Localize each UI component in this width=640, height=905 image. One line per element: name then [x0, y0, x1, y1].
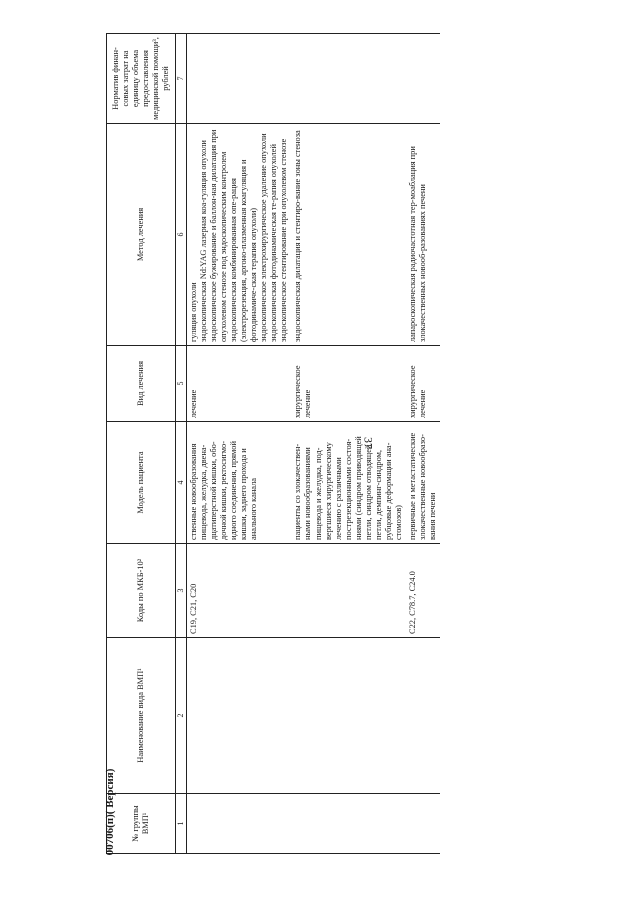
treatment-method-cell: [186, 124, 291, 346]
column-number: 1: [176, 794, 187, 854]
cost-cell: [291, 34, 406, 124]
treatment-method-cell: [406, 124, 440, 346]
column-number: 2: [176, 638, 187, 794]
method-item: эндоскопическое стентирование при опухолевом стенозе: [279, 138, 289, 342]
treatment-type-cell: лечение: [186, 346, 291, 422]
method-item: эндоскопическая комбинированная опе-рация (электрорезекция, аргоно-плазменная коагуляция и фотодинамиче-ская терапия опухоли): [228, 159, 259, 342]
vmp-name-cell: [291, 638, 406, 794]
treatment-type-cell: хирургическое лечение: [406, 346, 440, 422]
method-item: эндоскопическая дилатация и стентиро-вание зоны стеноза: [293, 130, 303, 342]
patient-model-cell: пациенты со злокачествен-ными новообразованиями пищевода и желудка, под-вергшиеся хирургическому лечению с различными пострезекционными состоя-ниями (синдром приводящей петли, синдром отводящей петли, демпинг-синдром, рубцовые деформации ана-стомозов): [291, 422, 406, 544]
treatment-method-cell: [291, 124, 406, 346]
group-cell: [406, 794, 440, 854]
group-cell: [186, 794, 291, 854]
header-patient-model: Модель пациента: [107, 422, 176, 544]
vmp-name-cell: [186, 638, 291, 794]
header-icd-codes: Коды по МКБ-10²: [107, 544, 176, 638]
header-cost-standard: Норматив финан-совых затрат на единицу объема предоставления медицинской помощи³, рублей: [107, 34, 176, 124]
table-header-row: [107, 34, 176, 854]
page-number: 37: [361, 437, 376, 449]
column-number: 3: [176, 544, 187, 638]
header-group-number: № группы ВМП¹: [107, 794, 176, 854]
vmp-table: [106, 33, 440, 854]
header-vmp-name: Наименование вида ВМП¹: [107, 638, 176, 794]
rotated-page-content: [106, 34, 632, 854]
table-row: [186, 34, 291, 854]
method-item: эндоскопическое электрохирургическое удаление опухоли: [259, 133, 269, 342]
column-number: 5: [176, 346, 187, 422]
patient-model-cell: ственные новообразования пищевода, желудка, двена-дцатиперстной кишки, обо-дочной кишки, ректосигмо-идного соединения, прямой кишки, заднего прохода и анального канала: [186, 422, 291, 544]
method-item: эндоскопическая фотодинамическая те-рапия опухолей: [269, 144, 279, 342]
column-number: 4: [176, 422, 187, 544]
treatment-type-cell: хирургическое лечение: [291, 346, 406, 422]
patient-model-cell: первичные и метастатические злокачественные новообразо-вания печени: [406, 422, 440, 544]
method-item: лапароскопическая радиочастотная тер-моаблация при злокачественных новооб-разованиях печени: [408, 146, 428, 342]
column-number-row: [176, 34, 187, 854]
table-row: [291, 34, 406, 854]
method-item: эндоскопическое бужирование и баллон-ная дилатация при опухолевом стенозе под эндоскопическим контролем: [208, 129, 228, 342]
footer-document-code: 00706(п)( Версия): [104, 768, 116, 856]
method-item: гуляция опухоли: [188, 282, 198, 342]
table-row: [406, 34, 440, 854]
header-treatment-method: Метод лечения: [107, 124, 176, 346]
header-treatment-type: Вид лечения: [107, 346, 176, 422]
method-item: эндоскопическая Nd:YAG лазерная коа-гуляция опухоли: [198, 140, 208, 342]
icd-codes-cell: C22, C78.7, C24.0: [406, 544, 440, 638]
group-cell: [291, 794, 406, 854]
column-number: 7: [176, 34, 187, 124]
vmp-name-cell: [406, 638, 440, 794]
cost-cell: [406, 34, 440, 124]
icd-codes-cell: [291, 544, 406, 638]
cost-cell: [186, 34, 291, 124]
column-number: 6: [176, 124, 187, 346]
icd-codes-cell: C19, C21, C20: [186, 544, 291, 638]
